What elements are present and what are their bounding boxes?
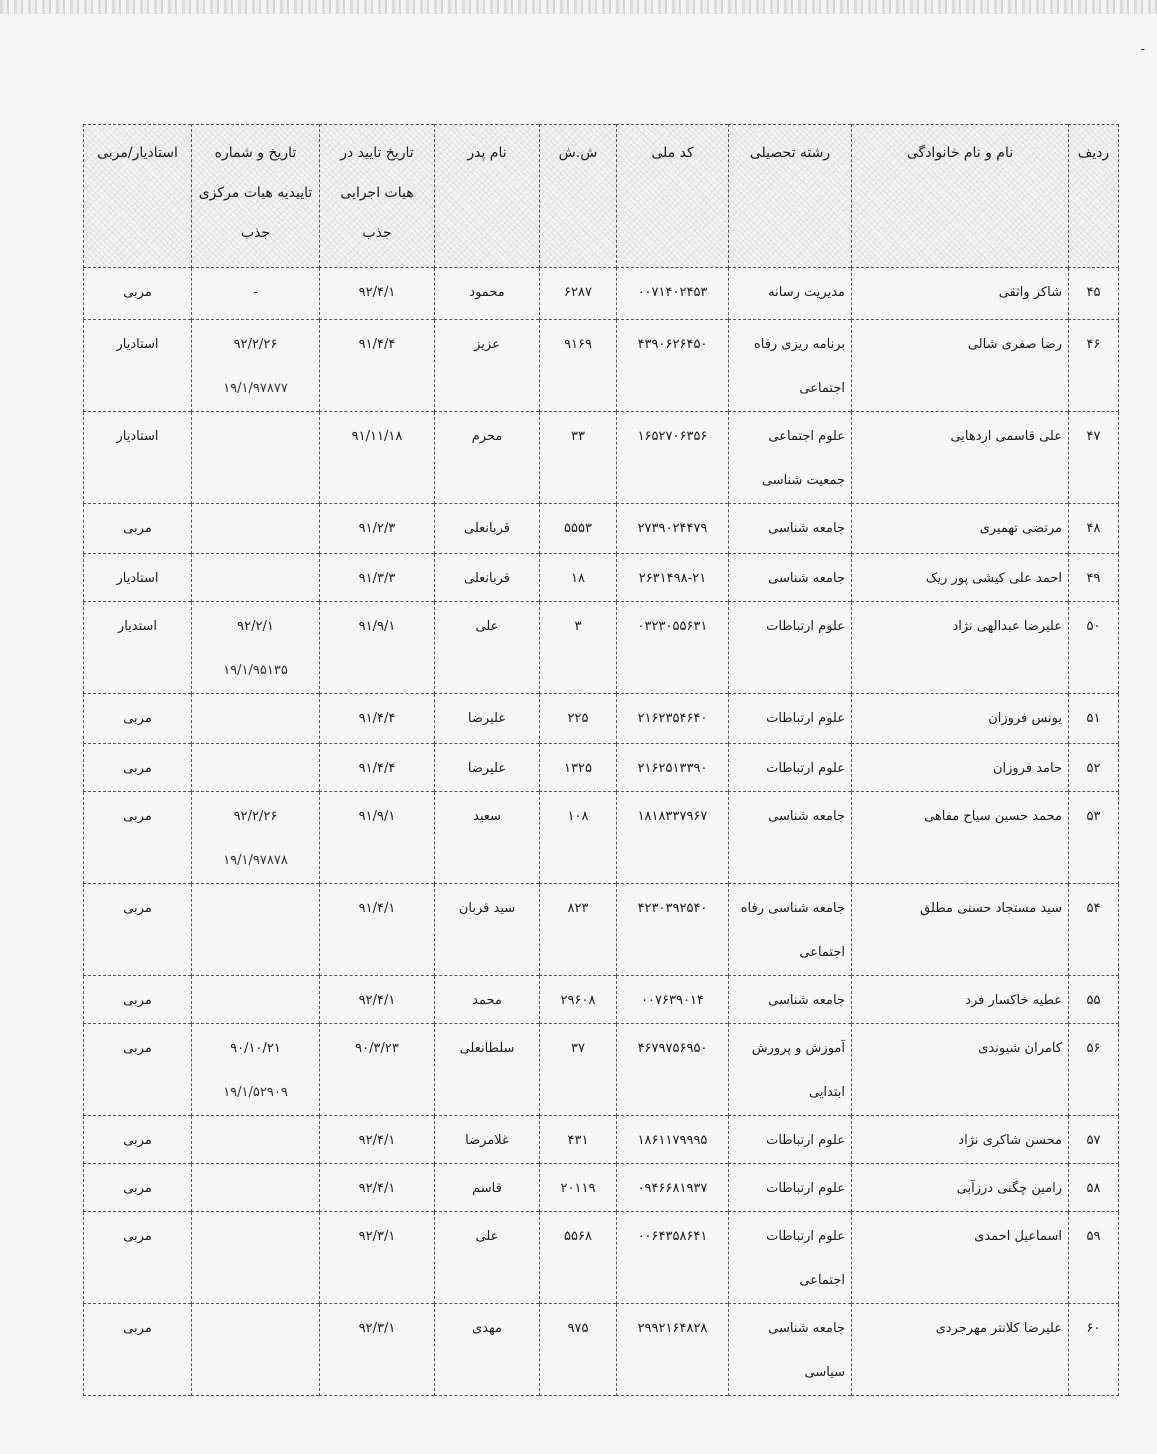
table-row	[84, 884, 1119, 976]
cell-tayid-date: ۹۱/۴/۴	[320, 320, 435, 412]
cell-pedar: غلامرضا	[435, 1116, 540, 1164]
cell-tayid-date: ۹۱/۴/۴	[320, 694, 435, 744]
cell-markazi-approval	[192, 1304, 320, 1396]
markazi-number: ۱۹/۱/۹۷۸۷۸	[223, 853, 288, 868]
cell-kod-melli: ۴۲۳۰۳۹۲۵۴۰	[617, 884, 729, 976]
cell-radif: ۵۰	[1069, 602, 1119, 694]
cell-reshte: علوم ارتباطات	[729, 602, 852, 694]
cell-name: علیرضا کلانتر مهرجردی	[852, 1304, 1069, 1396]
cell-tayid-date: ۹۱/۳/۳	[320, 554, 435, 602]
header-sh-sh: ش.ش	[540, 125, 617, 268]
cell-kod-melli: ۲۱۶۲۵۱۳۳۹۰	[617, 744, 729, 792]
cell-name: علیرضا عبدالهی نژاد	[852, 602, 1069, 694]
cell-pedar: محمود	[435, 268, 540, 320]
table-body	[84, 268, 1119, 1396]
cell-pedar: علیرضا	[435, 744, 540, 792]
cell-tayid-date: ۹۲/۴/۱	[320, 976, 435, 1024]
markazi-date: ۹۰/۱۰/۲۱	[230, 1041, 281, 1056]
markazi-number: ۱۹/۱/۹۷۸۷۷	[223, 381, 288, 396]
cell-tayid-date: ۹۱/۱۱/۱۸	[320, 412, 435, 504]
cell-sh-sh: ۲۰۱۱۹	[540, 1164, 617, 1212]
cell-martabe: استادیار	[84, 320, 192, 412]
markazi-number: ۱۹/۱/۵۲۹۰۹	[223, 1085, 288, 1100]
cell-martabe: مربی	[84, 1164, 192, 1212]
cell-radif: ۴۵	[1069, 268, 1119, 320]
cell-markazi-approval	[192, 1164, 320, 1212]
cell-reshte: جامعه شناسی	[729, 976, 852, 1024]
cell-sh-sh: ۳	[540, 602, 617, 694]
cell-reshte: جامعه شناسی سیاسی	[729, 1304, 852, 1396]
cell-name: حامد فروزان	[852, 744, 1069, 792]
header-radif: ردیف	[1069, 125, 1119, 268]
cell-radif: ۵۳	[1069, 792, 1119, 884]
table-row	[84, 504, 1119, 554]
cell-radif: ۵۸	[1069, 1164, 1119, 1212]
cell-markazi-approval	[192, 602, 320, 694]
cell-tayid-date: ۹۲/۴/۱	[320, 268, 435, 320]
cell-pedar: عزیز	[435, 320, 540, 412]
cell-kod-melli: ۰۹۴۶۶۸۱۹۳۷	[617, 1164, 729, 1212]
cell-name: کامران شیوندی	[852, 1024, 1069, 1116]
cell-radif: ۴۸	[1069, 504, 1119, 554]
cell-martabe: مربی	[84, 744, 192, 792]
cell-pedar: سعید	[435, 792, 540, 884]
cell-martabe: استدیار	[84, 602, 192, 694]
markazi-date: ۹۲/۲/۲۶	[233, 809, 278, 824]
cell-sh-sh: ۳۷	[540, 1024, 617, 1116]
cell-name: مرتضی تهمیری	[852, 504, 1069, 554]
header-reshte: رشته تحصیلی	[729, 125, 852, 268]
cell-tayid-date: ۹۰/۳/۲۳	[320, 1024, 435, 1116]
cell-martabe: مربی	[84, 1212, 192, 1304]
header-pedar: نام پدر	[435, 125, 540, 268]
faculty-table-container	[83, 124, 1118, 1396]
cell-kod-melli: ۰۰۶۴۳۵۸۶۴۱	[617, 1212, 729, 1304]
cell-name: شاکر واثقی	[852, 268, 1069, 320]
cell-sh-sh: ۲۹۶۰۸	[540, 976, 617, 1024]
cell-pedar: قربانعلی	[435, 504, 540, 554]
cell-martabe: استادیار	[84, 412, 192, 504]
cell-martabe: مربی	[84, 884, 192, 976]
cell-martabe: مربی	[84, 268, 192, 320]
cell-sh-sh: ۹۱۶۹	[540, 320, 617, 412]
cell-sh-sh: ۴۳۱	[540, 1116, 617, 1164]
cell-reshte: آموزش و پرورش ابتدایی	[729, 1024, 852, 1116]
cell-name: محسن شاکری نژاد	[852, 1116, 1069, 1164]
cell-kod-melli: ۱۶۵۲۷۰۶۳۵۶	[617, 412, 729, 504]
cell-sh-sh: ۹۷۵	[540, 1304, 617, 1396]
table-row	[84, 792, 1119, 884]
cell-reshte: علوم ارتباطات	[729, 1116, 852, 1164]
cell-tayid-date: ۹۲/۴/۱	[320, 1164, 435, 1212]
cell-markazi-approval	[192, 884, 320, 976]
cell-kod-melli: ۱۸۶۱۱۷۹۹۹۵	[617, 1116, 729, 1164]
cell-reshte: علوم ارتباطات	[729, 694, 852, 744]
cell-sh-sh: ۳۳	[540, 412, 617, 504]
markazi-date: ۹۲/۲/۱	[237, 619, 274, 634]
cell-name: رضا صفری شالی	[852, 320, 1069, 412]
table-row	[84, 1212, 1119, 1304]
cell-markazi-approval	[192, 694, 320, 744]
cell-sh-sh: ۱۳۲۵	[540, 744, 617, 792]
table-row	[84, 976, 1119, 1024]
cell-name: احمد علی کیشی پور ریک	[852, 554, 1069, 602]
cell-reshte: جامعه شناسی	[729, 554, 852, 602]
cell-sh-sh: ۱۸	[540, 554, 617, 602]
cell-name: عطیه خاکسار فرد	[852, 976, 1069, 1024]
cell-radif: ۵۵	[1069, 976, 1119, 1024]
cell-radif: ۵۶	[1069, 1024, 1119, 1116]
cell-radif: ۵۱	[1069, 694, 1119, 744]
cell-kod-melli: ۴۳۹۰۶۲۶۴۵۰	[617, 320, 729, 412]
cell-martabe: مربی	[84, 1024, 192, 1116]
cell-tayid-date: ۹۱/۹/۱	[320, 792, 435, 884]
cell-tayid-date: ۹۱/۴/۱	[320, 884, 435, 976]
markazi-number: ۱۹/۱/۹۵۱۳۵	[223, 663, 288, 678]
cell-radif: ۵۷	[1069, 1116, 1119, 1164]
cell-name: علی قاسمی اردهایی	[852, 412, 1069, 504]
cell-name: اسماعیل احمدی	[852, 1212, 1069, 1304]
cell-tayid-date: ۹۲/۳/۱	[320, 1304, 435, 1396]
cell-tayid-date: ۹۲/۴/۱	[320, 1116, 435, 1164]
table-row	[84, 268, 1119, 320]
cell-reshte: جامعه شناسی	[729, 504, 852, 554]
cell-kod-melli: ۱۸۱۸۳۳۷۹۶۷	[617, 792, 729, 884]
cell-name: یونس فروزان	[852, 694, 1069, 744]
scan-top-noise	[0, 0, 1157, 14]
cell-markazi-approval	[192, 412, 320, 504]
table-row	[84, 412, 1119, 504]
cell-kod-melli: ۴۶۷۹۷۵۶۹۵۰	[617, 1024, 729, 1116]
cell-radif: ۵۴	[1069, 884, 1119, 976]
table-row	[84, 1164, 1119, 1212]
cell-markazi-approval	[192, 976, 320, 1024]
table-row	[84, 1304, 1119, 1396]
cell-markazi-approval	[192, 504, 320, 554]
cell-markazi-approval	[192, 268, 320, 320]
cell-pedar: علی	[435, 602, 540, 694]
cell-markazi-approval	[192, 792, 320, 884]
cell-sh-sh: ۸۲۳	[540, 884, 617, 976]
cell-pedar: قاسم	[435, 1164, 540, 1212]
table-row	[84, 694, 1119, 744]
cell-martabe: استادیار	[84, 554, 192, 602]
cell-kod-melli: ۲۱۶۲۳۵۴۶۴۰	[617, 694, 729, 744]
cell-markazi-approval	[192, 1212, 320, 1304]
table-row	[84, 602, 1119, 694]
cell-kod-melli: ۲۶۳۱۴۹۸-۲۱	[617, 554, 729, 602]
header-kod-melli: کد ملی	[617, 125, 729, 268]
cell-markazi-approval	[192, 744, 320, 792]
cell-radif: ۴۷	[1069, 412, 1119, 504]
scan-mark: -	[1140, 42, 1145, 56]
cell-kod-melli: ۰۰۷۱۴۰۲۴۵۳	[617, 268, 729, 320]
cell-reshte: علوم اجتماعی جمعیت شناسی	[729, 412, 852, 504]
header-tayid-hey-at: تاریخ تایید در هیات اجرایی جذب	[320, 125, 435, 268]
cell-martabe: مربی	[84, 694, 192, 744]
cell-tayid-date: ۹۱/۴/۴	[320, 744, 435, 792]
cell-reshte: مدیریت رسانه	[729, 268, 852, 320]
header-name: نام و نام خانوادگی	[852, 125, 1069, 268]
cell-sh-sh: ۲۲۵	[540, 694, 617, 744]
cell-markazi-approval	[192, 1024, 320, 1116]
cell-pedar: محرم	[435, 412, 540, 504]
faculty-table	[83, 124, 1119, 1396]
cell-pedar: مهدی	[435, 1304, 540, 1396]
table-row	[84, 1024, 1119, 1116]
cell-pedar: محمد	[435, 976, 540, 1024]
cell-pedar: علی	[435, 1212, 540, 1304]
cell-sh-sh: ۵۵۶۸	[540, 1212, 617, 1304]
cell-reshte: علوم ارتباطات اجتماعی	[729, 1212, 852, 1304]
cell-kod-melli: ۰۰۷۶۳۹۰۱۴	[617, 976, 729, 1024]
cell-markazi-approval	[192, 554, 320, 602]
markazi-date: -	[253, 285, 258, 300]
cell-sh-sh: ۶۲۸۷	[540, 268, 617, 320]
cell-name: رامین چگنی درزآبی	[852, 1164, 1069, 1212]
cell-sh-sh: ۱۰۸	[540, 792, 617, 884]
cell-reshte: جامعه شناسی رفاه اجتماعی	[729, 884, 852, 976]
cell-pedar: علیرضا	[435, 694, 540, 744]
cell-radif: ۵۲	[1069, 744, 1119, 792]
cell-martabe: مربی	[84, 976, 192, 1024]
cell-reshte: برنامه ریزی رفاه اجتماعی	[729, 320, 852, 412]
cell-markazi-approval	[192, 1116, 320, 1164]
cell-martabe: مربی	[84, 792, 192, 884]
cell-martabe: مربی	[84, 1116, 192, 1164]
table-row	[84, 554, 1119, 602]
cell-pedar: قربانعلی	[435, 554, 540, 602]
cell-pedar: سید قربان	[435, 884, 540, 976]
cell-kod-melli: ۲۹۹۲۱۶۴۸۲۸	[617, 1304, 729, 1396]
table-row	[84, 320, 1119, 412]
cell-reshte: جامعه شناسی	[729, 792, 852, 884]
cell-martabe: مربی	[84, 1304, 192, 1396]
cell-radif: ۴۹	[1069, 554, 1119, 602]
markazi-date: ۹۲/۲/۲۶	[233, 337, 278, 352]
cell-martabe: مربی	[84, 504, 192, 554]
cell-name: محمد حسین سیاح مفاهی	[852, 792, 1069, 884]
cell-pedar: سلطانعلی	[435, 1024, 540, 1116]
table-row	[84, 744, 1119, 792]
table-row	[84, 1116, 1119, 1164]
header-tayidieh-markazi: تاریخ و شماره تاییدیه هیات مرکزی جذب	[192, 125, 320, 268]
cell-tayid-date: ۹۱/۲/۳	[320, 504, 435, 554]
cell-kod-melli: ۰۳۲۳۰۵۵۶۳۱	[617, 602, 729, 694]
cell-reshte: علوم ارتباطات	[729, 1164, 852, 1212]
cell-markazi-approval	[192, 320, 320, 412]
cell-radif: ۴۶	[1069, 320, 1119, 412]
cell-radif: ۵۹	[1069, 1212, 1119, 1304]
header-row	[84, 125, 1119, 268]
cell-tayid-date: ۹۱/۹/۱	[320, 602, 435, 694]
cell-sh-sh: ۵۵۵۳	[540, 504, 617, 554]
header-martabe: استادیار/مربی	[84, 125, 192, 268]
cell-reshte: علوم ارتباطات	[729, 744, 852, 792]
cell-name: سید مستجاد حسنی مطلق	[852, 884, 1069, 976]
cell-tayid-date: ۹۲/۳/۱	[320, 1212, 435, 1304]
cell-radif: ۶۰	[1069, 1304, 1119, 1396]
cell-kod-melli: ۲۷۳۹۰۲۴۴۷۹	[617, 504, 729, 554]
